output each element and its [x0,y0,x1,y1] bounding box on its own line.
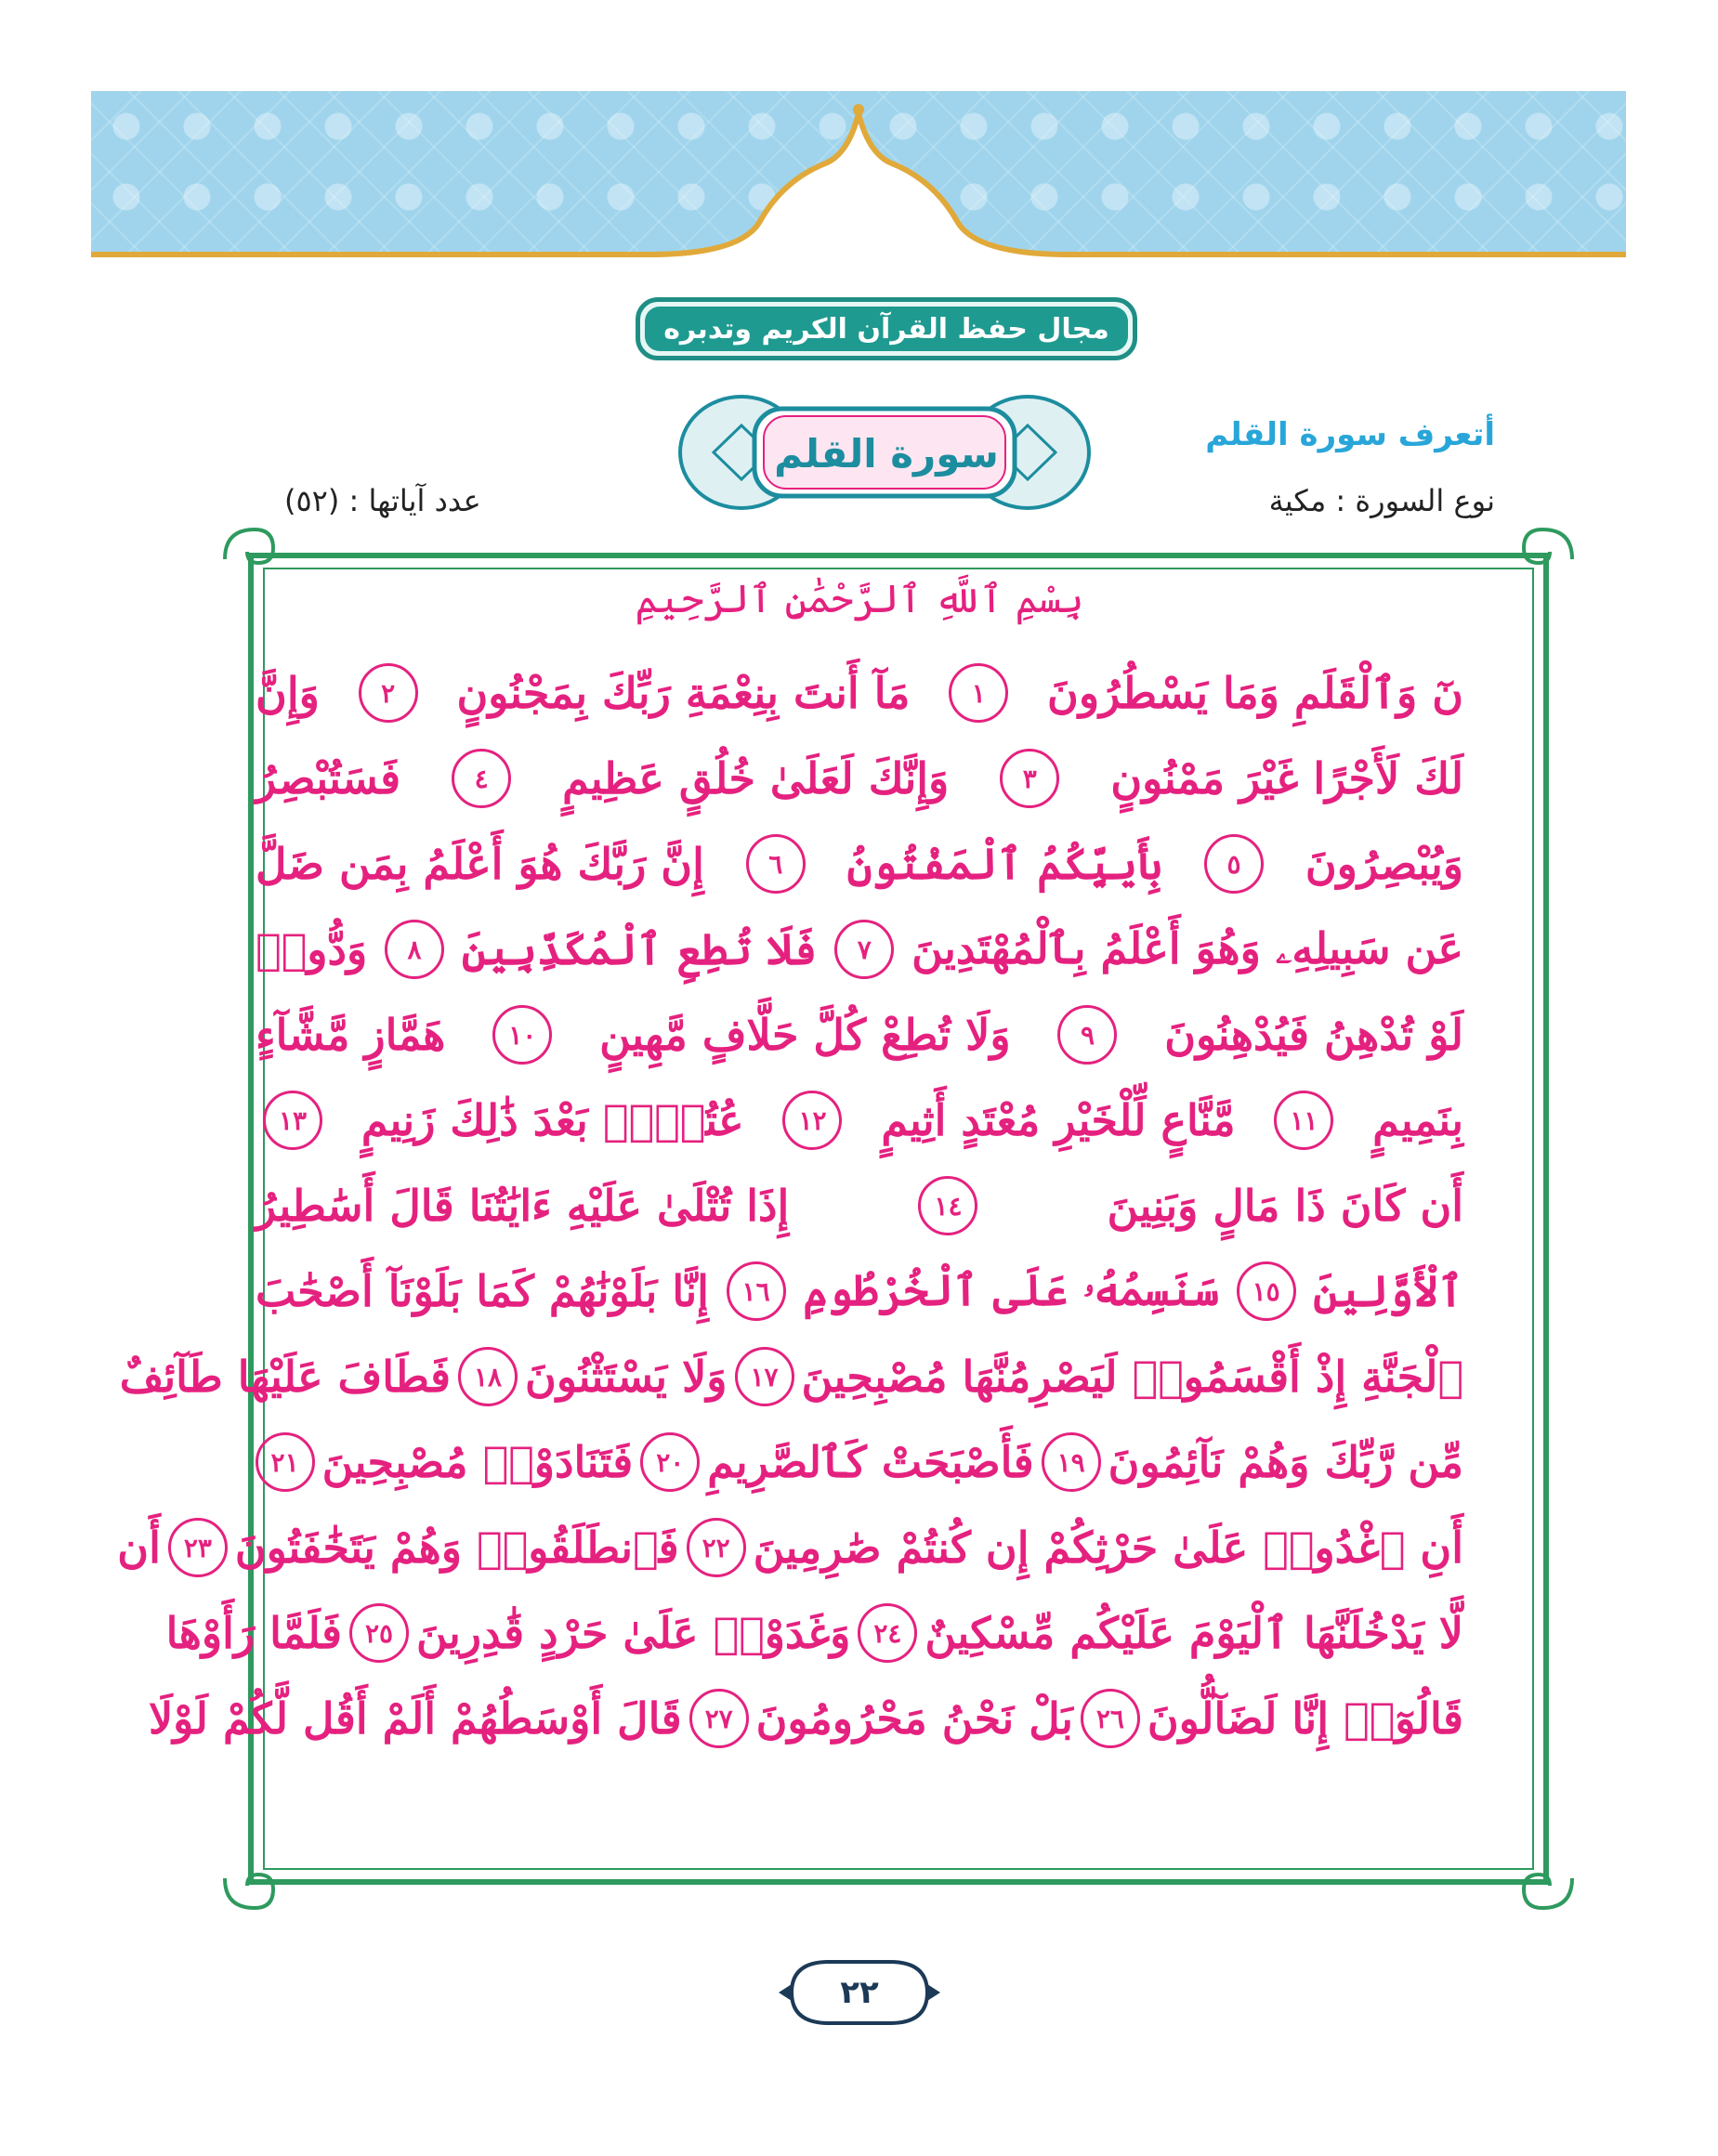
verse-text: أَن [117,1522,161,1573]
verse-line [165,1590,1463,1676]
verse-text: مَّنَّاعٍ لِّلْخَيْرِ مُعْتَدٍ أَثِيمٍ [881,1095,1236,1145]
verse-number-marker: ١٣ [263,1091,322,1150]
verse-text: أَن كَانَ ذَا مَالٍ وَبَنِينَ [1107,1181,1463,1231]
verse-text: مَآ أَنتَ بِنِعْمَةِ رَبِّكَ بِمَجْنُونٍ [456,668,911,718]
verse-text: عَن سَبِيلِهِۦ وَهُوَ أَعْلَمُ بِٱلْمُهْتَدِينَ [911,923,1463,973]
verse-line [148,1676,1463,1761]
verse-line [256,736,1463,821]
verse-text: أَنِ ٱغْدُوا۟ عَلَىٰ حَرْثِكُمْ إِن كُنتُمْ صَٰرِمِينَ [753,1522,1463,1573]
verse-text: فَطَافَ عَلَيْهَا طَآئِفٌ [119,1352,452,1402]
verse-number-marker: ١ [949,663,1008,723]
verse-text: فَتَنَادَوْا۟ مُصْبِحِينَ [321,1437,634,1487]
surah-type: نوع السورة : مكية [1268,483,1495,518]
verse-text: وَدُّوا۟ [256,924,368,974]
verse-text: ٱلْجَنَّةِ إِذْ أَقْسَمُوا۟ لَيَصْرِمُنَّهَا مُصْبِحِينَ [801,1352,1463,1402]
verse-number-marker: ٥ [1204,834,1264,894]
domain-label: مجال حفظ القرآن الكريم وتدبره [645,307,1128,351]
verse-number-marker: ٢ [359,663,418,723]
page-number: ٢٢ [840,1974,879,2011]
verse-text: فَلَمَّا رَأَوْهَا [165,1608,342,1658]
verse-line [256,1248,1463,1334]
verse-number-marker: ٢٧ [689,1689,749,1748]
verse-number-marker: ٢٠ [640,1432,700,1492]
verse-number-marker: ١٤ [918,1176,977,1235]
verse-count: عدد آياتها : (٥٢) [284,483,481,518]
verse-number-marker: ١٩ [1042,1432,1101,1492]
verse-number-marker: ٨ [385,920,444,979]
surah-title: سورة القلم [774,430,999,477]
verse-text: وَغَدَوْا۟ عَلَىٰ حَرْدٍ قَٰدِرِينَ [415,1608,851,1658]
verse-number-marker: ٤ [452,749,511,808]
verse-line [256,821,1463,907]
verse-line [119,1334,1463,1419]
verse-text: قَالُوٓا۟ إِنَّا لَضَآلُّونَ [1147,1693,1463,1744]
verse-text: عُتُلٍّۭ بَعْدَ ذَٰلِكَ زَنِيمٍ [361,1095,744,1145]
verse-number-marker: ٢٥ [349,1603,409,1663]
verse-number-marker: ١٧ [735,1347,794,1406]
verse-line [256,1163,1463,1248]
verse-number-marker: ٣ [1000,749,1059,808]
verses-block [117,650,1463,1858]
domain-label-pill [636,297,1137,360]
verse-text: هَمَّازٍ مَّشَّآءٍ [256,1010,446,1060]
verse-number-marker: ٢٣ [168,1518,228,1577]
verse-number-marker: ٢٤ [858,1603,917,1663]
verse-text: لَّا يَدْخُلَنَّهَا ٱلْيَوْمَ عَلَيْكُم مِّسْكِينٌ [925,1608,1463,1658]
verse-line [117,1505,1463,1590]
verse-text: قَالَ أَوْسَطُهُمْ أَلَمْ أَقُل لَّكُمْ لَوْلَا [148,1693,682,1744]
verse-number-marker: ١١ [1274,1091,1333,1150]
verse-text: وَلَا يَسْتَثْنُونَ [525,1352,728,1402]
verse-line [256,907,1463,992]
verse-text: وَيُبْصِرُونَ [1305,839,1463,889]
verse-text: فَأَصْبَحَتْ كَٱلصَّرِيمِ [707,1437,1034,1487]
verse-text: إِنَّا بَلَوْنَٰهُمْ كَمَا بَلَوْنَآ أَصْحَٰبَ [256,1266,709,1316]
verse-text: وَلَا تُطِعْ كُلَّ حَلَّافٍ مَّهِينٍ [599,1010,1011,1060]
verse-line [256,992,1463,1078]
verse-number-marker: ٩ [1057,1005,1117,1065]
verse-number-marker: ١٦ [727,1261,786,1321]
verse-number-marker: ٧ [834,920,894,979]
verse-number-marker: ٢٦ [1081,1689,1140,1748]
verse-number-marker: ٢١ [256,1432,315,1492]
verse-number-marker: ١٠ [492,1005,552,1065]
verse-text: ٱلْأَوَّلِينَ [1313,1266,1463,1316]
verse-number-marker: ١٥ [1237,1261,1296,1321]
header-arch-ornament [91,91,1626,268]
verse-text: بِأَييِّكُمُ ٱلْمَفْتُونُ [846,839,1163,889]
verse-text: بِنَمِيمٍ [1372,1095,1463,1145]
verse-text: إِنَّ رَبَّكَ هُوَ أَعْلَمُ بِمَن ضَلَّ [256,839,704,889]
verse-line [256,1419,1463,1505]
verse-line [256,650,1463,736]
verse-text: إِذَا تُتْلَىٰ عَلَيْهِ ءَايَٰتُنَا قَالَ أَسَٰطِيرُ [256,1181,790,1231]
verse-text: فَٱنطَلَقُوا۟ وَهُمْ يَتَخَٰفَتُونَ [234,1522,679,1573]
verse-text: لَوْ تُدْهِنُ فَيُدْهِنُونَ [1164,1010,1463,1060]
verse-number-marker: ٢٢ [687,1518,746,1577]
verse-text: لَكَ لَأَجْرًا غَيْرَ مَمْنُونٍ [1110,753,1463,804]
verse-text: مِّن رَّبِّكَ وَهُمْ نَآئِمُونَ [1108,1437,1463,1487]
verse-text: سَنَسِمُهُۥ عَلَى ٱلْخُرْطُومِ [803,1265,1220,1315]
verse-text: فَلَا تُطِعِ ٱلْمُكَذِّبِينَ [461,924,818,974]
verse-text: نٓ وَٱلْقَلَمِ وَمَا يَسْطُرُونَ [1047,668,1463,718]
verse-text: فَسَتُبْصِرُ [256,753,401,804]
verse-text: وَإِنَّكَ لَعَلَىٰ خُلُقٍ عَظِيمٍ [562,753,950,804]
verse-text: بَلْ نَحْنُ مَحْرُومُونَ [755,1693,1073,1744]
verse-number-marker: ٦ [746,834,806,894]
bismillah: بِسْمِ ٱللَّهِ ٱلرَّحْمَٰنِ ٱلرَّحِيمِ [635,576,1084,621]
verse-number-marker: ١٢ [782,1091,842,1150]
verse-text: وَإِنَّ [256,668,320,718]
verse-number-marker: ١٨ [458,1347,518,1406]
learn-heading: أتعرف سورة القلم [1205,416,1495,453]
verse-line [256,1078,1463,1163]
